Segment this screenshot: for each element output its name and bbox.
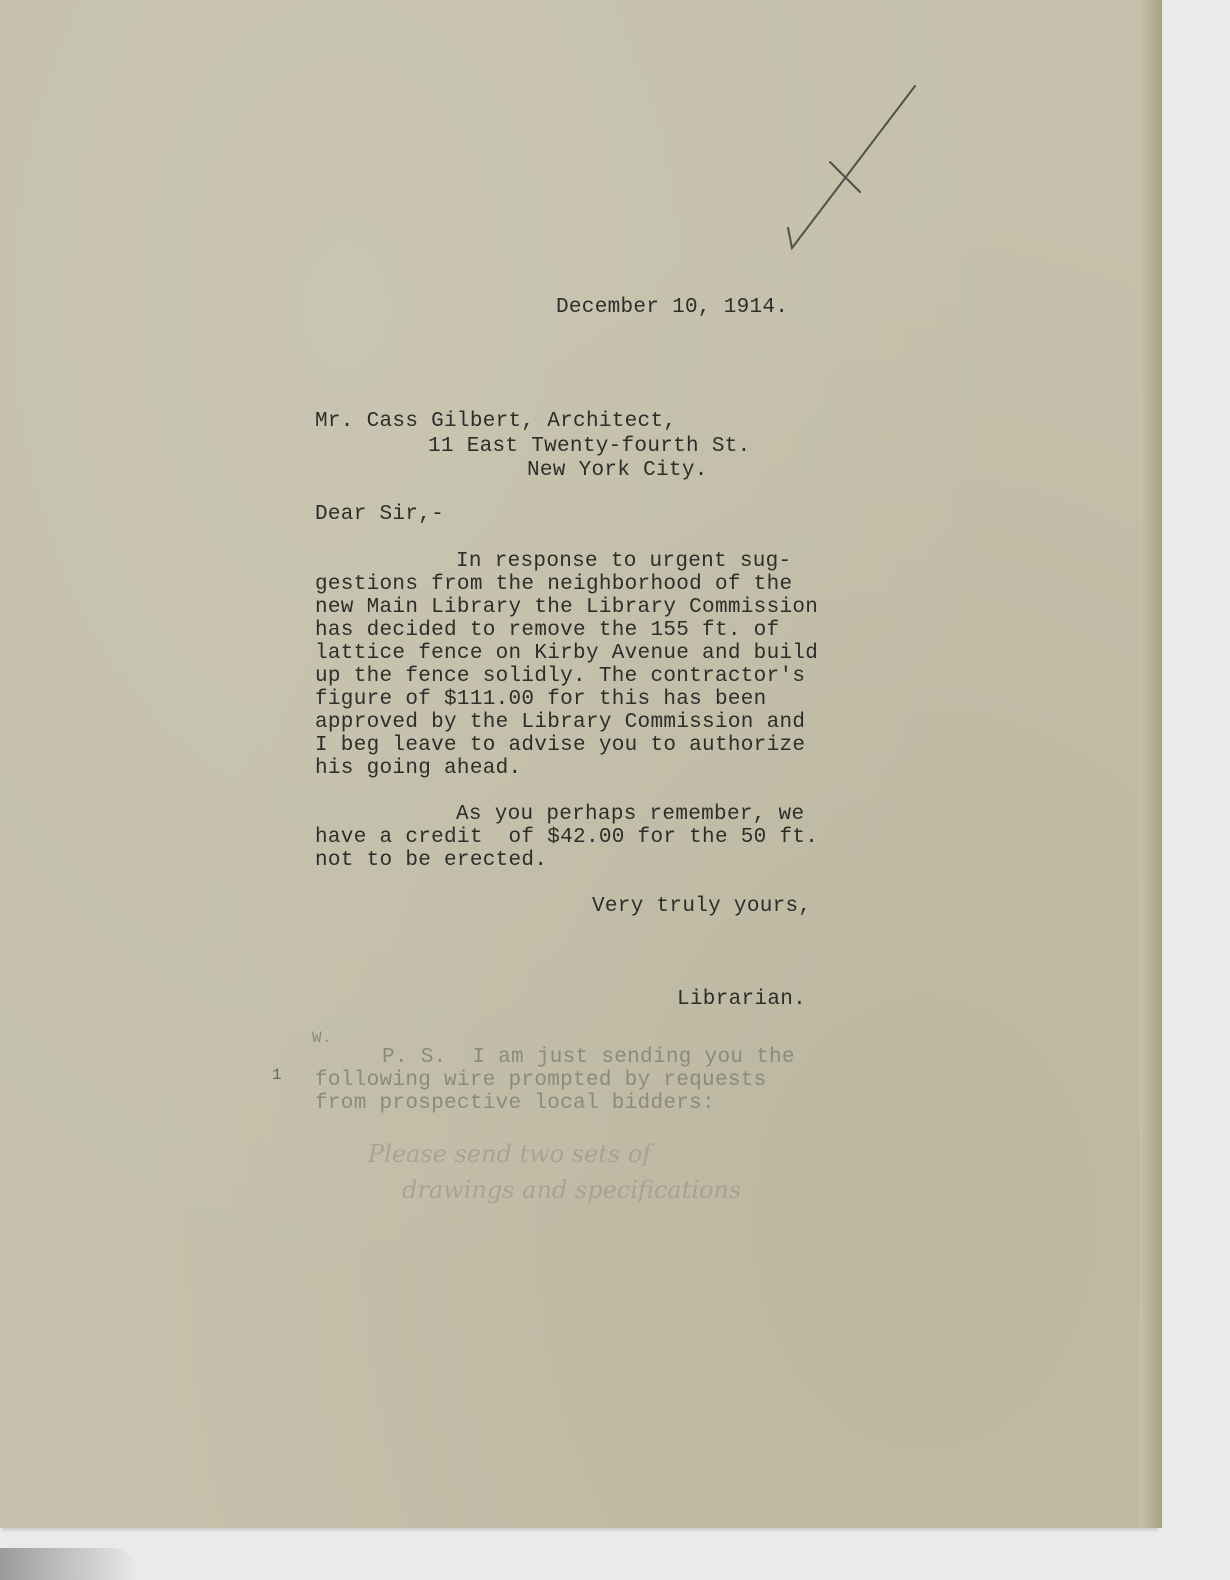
paragraph-2-line: have a credit of $42.00 for the 50 ft. bbox=[315, 826, 819, 849]
postscript-line: following wire prompted by requests bbox=[315, 1069, 767, 1092]
paragraph-1-line: new Main Library the Library Commission bbox=[315, 596, 819, 619]
paragraph-1-line: In response to urgent sug- bbox=[456, 550, 792, 573]
paragraph-1-line: up the fence solidly. The contractor's bbox=[315, 665, 806, 688]
paragraph-1-line: has decided to remove the 155 ft. of bbox=[315, 619, 780, 642]
handwritten-note-line: Please send two sets of bbox=[368, 1140, 652, 1168]
scanner-shadow bbox=[0, 1548, 140, 1580]
paragraph-1-line: his going ahead. bbox=[315, 757, 522, 780]
paragraph-1-line: figure of $111.00 for this has been bbox=[315, 688, 767, 711]
salutation: Dear Sir,- bbox=[315, 503, 445, 526]
signature-title: Librarian. bbox=[677, 988, 807, 1011]
paragraph-2-line: As you perhaps remember, we bbox=[456, 803, 805, 826]
closing: Very truly yours, bbox=[592, 895, 812, 918]
postscript-line: from prospective local bidders: bbox=[315, 1092, 715, 1115]
paragraph-1-line: approved by the Library Commission and bbox=[315, 711, 806, 734]
postscript-line: P. S. I am just sending you the bbox=[382, 1046, 795, 1069]
paragraph-1-line: I beg leave to advise you to authorize bbox=[315, 734, 806, 757]
margin-mark: 1 bbox=[272, 1066, 282, 1084]
paragraph-1-line: gestions from the neighborhood of the bbox=[315, 573, 793, 596]
paragraph-1-line: lattice fence on Kirby Avenue and build bbox=[315, 642, 819, 665]
check-mark-icon bbox=[780, 80, 930, 255]
recipient-line-2: 11 East Twenty-fourth St. bbox=[428, 435, 751, 458]
page-edge bbox=[1140, 0, 1162, 1528]
recipient-line-1: Mr. Cass Gilbert, Architect, bbox=[315, 410, 677, 433]
typist-initials: W. bbox=[312, 1029, 332, 1047]
letter-date: December 10, 1914. bbox=[556, 296, 789, 319]
paragraph-2-line: not to be erected. bbox=[315, 849, 548, 872]
recipient-line-3: New York City. bbox=[527, 459, 708, 482]
handwritten-note-line: drawings and specifications bbox=[402, 1176, 742, 1204]
